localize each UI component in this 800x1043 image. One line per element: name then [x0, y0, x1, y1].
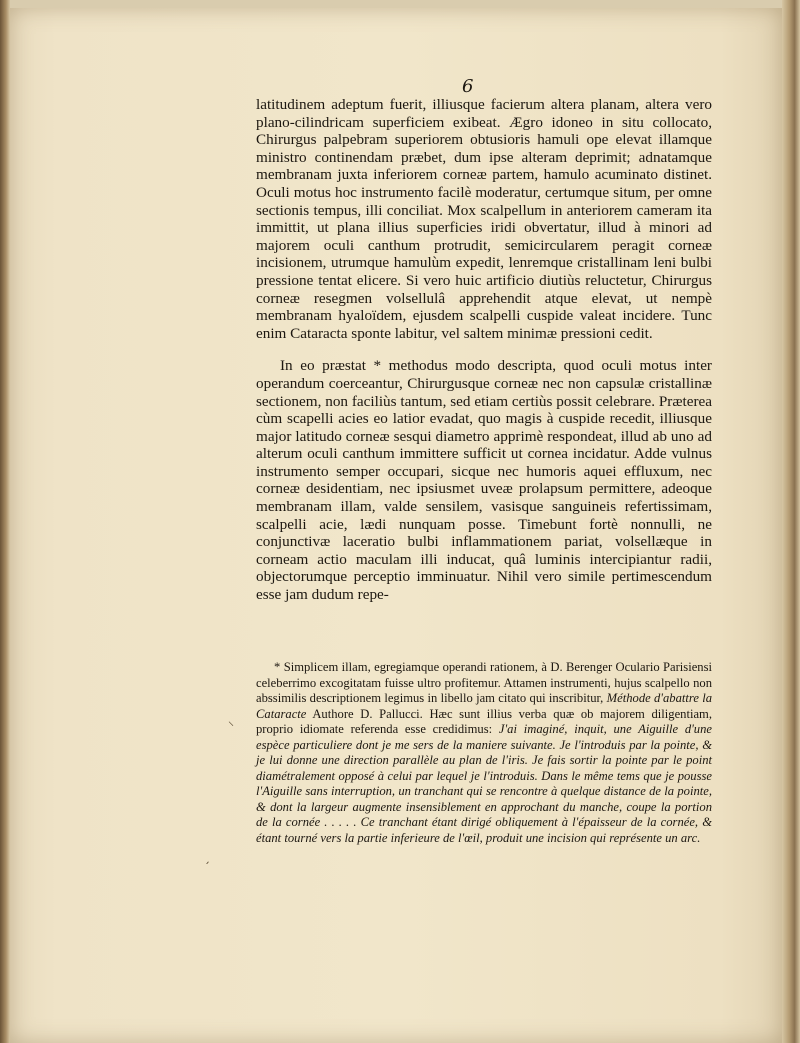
footnote-latin-continued: Authore D. Pallucci. Hæc sunt illius verba quæ ob majorem diligentiam, proprio idiomate referenda esse credidimus: — [256, 706, 712, 736]
margin-mark-icon: ⸜ — [228, 714, 235, 728]
paragraph-1: latitudinem adeptum fuerit, illiusque facierum altera planam, altera vero plano-cilindricam superficiem exibeat. Ægro idoneo in situ collocato, Chirurgus palpebram superiorem obtusioris hamuli ope elevat illamque ministro continendam præbet, dum ipse alteram deprimit; adnatamque membranam juxta inferiorem corneæ partem, hamulo acuminato distinet. Oculi motus hoc instrumento facilè moderatur, certumque situm, per omne sectionis tempus, illi conciliat. Mox scalpellum in anteriorem cameram ita immittit, ut plana illius superficies iridi obvertatur, illud à minori ad majorem oculi canthum protrudit, semicircularem peragit corneæ incisionem, utrumque hamulùm expedit, lenremque cristallinam leni bulbi pressione tentat elicere. Si vero huic artificio diutiùs reluctetur, Chirurgus corneæ resegmen volsellulâ apprehendit atque elevat, ut nempè membranam hyaloïdem, ejusdem scalpelli cuspide valeat incidere. Tunc enim Cataracta sponte labitur, vel saltem minimæ pressioni cedit. — [256, 96, 712, 342]
footnote-latin: * Simplicem illam, egregiamque operandi rationem, à D. Berenger Oculario Parisiensi celeberrimo excogitatam fuisse ultro profitemur. Attamen instrumenti, hujus scalpello non abssimilis descriptionem legimus in libello jam citato qui inscribitur, — [256, 660, 712, 705]
footnote-book-title: Méthode d'abattre la Cataracte — [256, 691, 713, 721]
paragraph-2: In eo præstat * methodus modo descripta, quod oculi motus inter operandum coerceantur, Chirurgusque corneæ nec non capsulæ cristallinæ sectionem, non faciliùs tantum, sed etiam certiùs possit celebrare. Præterea cùm scapelli acies eo latior evadat, quo magis à cuspide recedit, illiusque major latitudo corneæ sesqui diametro apprimè respondeat, illud ab uno ad alterum oculi canthum immittere sufficit ut cornea incidatur. Adde vulnus instrumento semper occupari, sicque nec humoris aquei effluxum, nec corneæ desidentiam, nec ipsiusmet uveæ prolapsum permittere, adeoque membranam illam, valde sensilem, vasisque sanguineis refertissimam, scalpelli acie, lædi nunquam posse. Timebunt fortè nonnulli, ne conjunctivæ laceratio bulbi inflammationem pariat, volsellæque in corneam actio maculam illi inducat, quâ luminis intercipiantur radii, objectorumque perceptio imminuatur. Nihil vero simile pertimescendum esse jam dudum repe- — [256, 357, 712, 604]
footnote — [256, 660, 712, 846]
main-text — [256, 96, 712, 604]
book-gutter-left — [0, 0, 10, 1043]
footnote-french-quote: J'ai imaginé, inquit, une Aiguille d'une espèce particuliere dont je me sers de la maniere suivante. Je l'introduis par la pointe, & je lui donne une direction parallèle au plan de l'iris. Je fais sortir la pointe par le point diamétralement opposé à celui par lequel je l'introduis. Dans le même tems que je pousse l'Aiguille sans interruption, un tranchant qui se rencontre à quelque distance de la pointe, & dont la largeur augmente insensiblement en approchant du manche, coupe la portion de la cornée . . . . . Ce tranchant étant dirigé obliquement à l'épaisseur de la cornée, & étant tourné vers la partie inferieure de l'œil, produit une incision qui représente un arc. — [256, 722, 712, 845]
margin-mark-icon: ˏ — [204, 850, 210, 864]
page-edge-right — [782, 0, 800, 1043]
page-number: 6 — [462, 76, 474, 97]
footnote-text — [256, 660, 712, 846]
